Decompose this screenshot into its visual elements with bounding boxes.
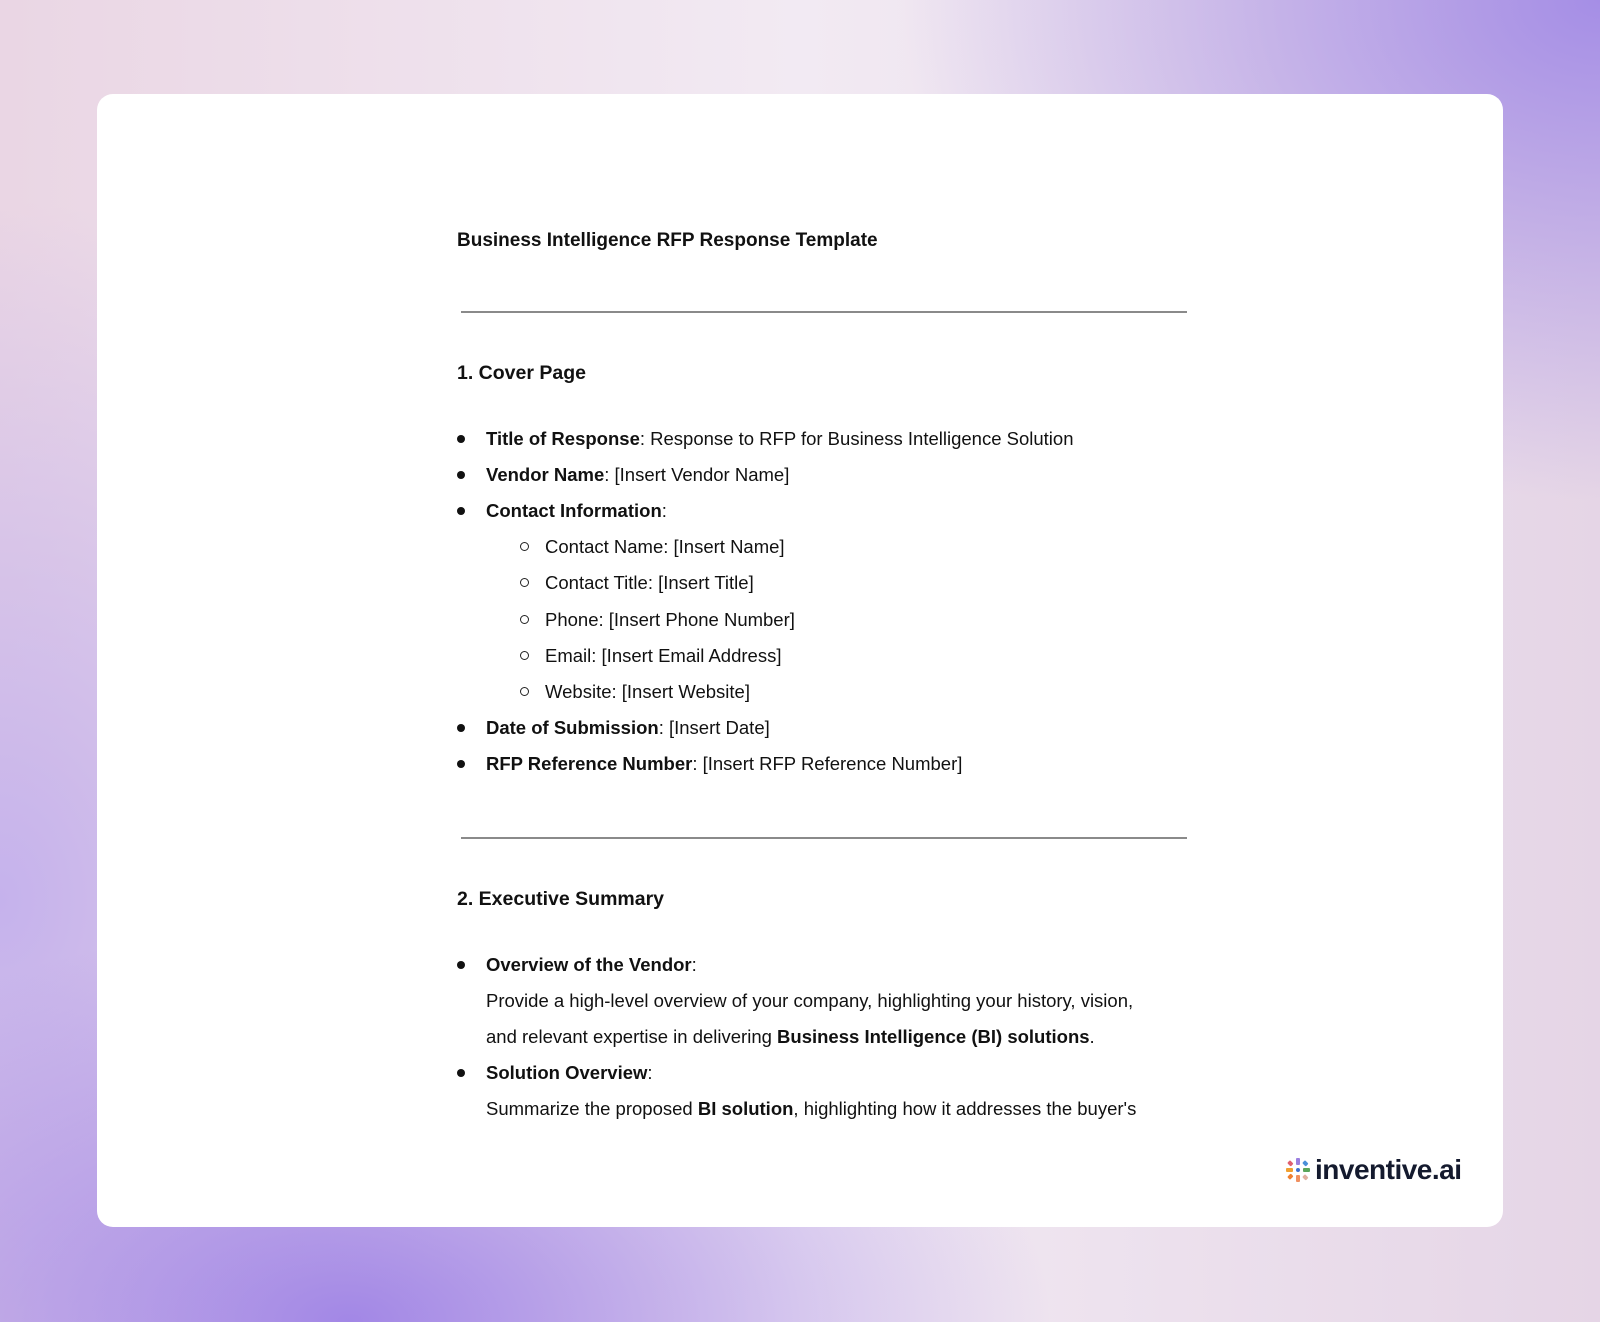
- sub-list-item: Website: [Insert Website]: [545, 681, 750, 702]
- divider: [461, 837, 1187, 839]
- divider: [461, 311, 1187, 313]
- list-item: Title of Response: Response to RFP for Business Intelligence Solution: [486, 428, 1074, 449]
- bullet-icon: [457, 760, 465, 768]
- sub-list-item: Email: [Insert Email Address]: [545, 645, 782, 666]
- bullet-icon: [457, 961, 465, 969]
- sub-bullet-icon: [520, 687, 529, 696]
- document-card: [97, 94, 1503, 1227]
- bullet-icon: [457, 724, 465, 732]
- sub-list-item: Contact Title: [Insert Title]: [545, 572, 754, 593]
- sub-list-item: Phone: [Insert Phone Number]: [545, 609, 795, 630]
- section-heading-executive-summary: 2. Executive Summary: [457, 888, 665, 910]
- bullet-icon: [457, 471, 465, 479]
- bullet-icon: [457, 435, 465, 443]
- sub-bullet-icon: [520, 542, 529, 551]
- sub-bullet-icon: [520, 651, 529, 660]
- list-item: RFP Reference Number: [Insert RFP Reference Number]: [486, 753, 963, 774]
- paragraph-line: Provide a high-level overview of your company, highlighting your history, vision,: [486, 990, 1134, 1011]
- list-item: Vendor Name: [Insert Vendor Name]: [486, 464, 790, 485]
- paragraph-line: Summarize the proposed BI solution, highlighting how it addresses the buyer's: [486, 1098, 1137, 1119]
- list-item: Date of Submission: [Insert Date]: [486, 717, 770, 738]
- sub-list-item: Contact Name: [Insert Name]: [545, 536, 785, 557]
- list-item: Solution Overview:: [486, 1062, 653, 1083]
- sub-bullet-icon: [520, 615, 529, 624]
- inventive-logo: inventive.ai: [1285, 1154, 1462, 1186]
- bullet-icon: [457, 1069, 465, 1077]
- section-heading-cover-page: 1. Cover Page: [457, 362, 586, 384]
- document-title: Business Intelligence RFP Response Template: [457, 230, 878, 251]
- sub-bullet-icon: [520, 578, 529, 587]
- list-item: Overview of the Vendor:: [486, 954, 697, 975]
- paragraph-line: and relevant expertise in delivering Business Intelligence (BI) solutions.: [486, 1026, 1095, 1047]
- logo-mark-icon: [1285, 1157, 1311, 1183]
- list-item: Contact Information:: [486, 500, 667, 521]
- bullet-icon: [457, 507, 465, 515]
